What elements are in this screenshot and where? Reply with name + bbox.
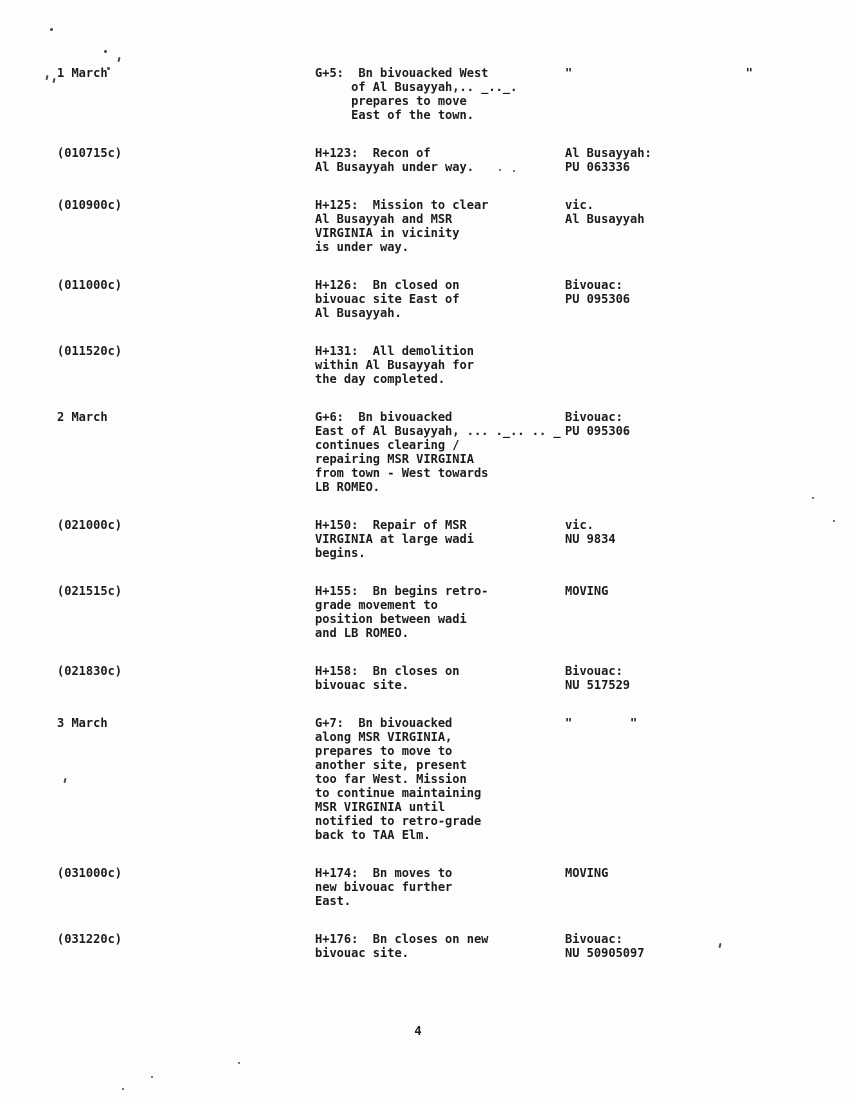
event-line: Al Busayyah and MSR: [315, 212, 453, 226]
event-line: VIRGINIA in vicinity: [315, 226, 460, 240]
event-line: East of the town.: [315, 108, 474, 122]
entry-location-column: [565, 278, 850, 320]
entry-date-text: (010900c): [57, 198, 123, 212]
entry-date-column: [0, 278, 315, 320]
entry-date-column: [0, 344, 315, 386]
entry-location-column: [565, 198, 850, 254]
event-line: of Al Busayyah,.. _.._.: [315, 80, 518, 94]
location-line: Al Busayyah: [565, 212, 645, 226]
event-line: bivouac site.: [315, 678, 409, 692]
entry-event-column: [315, 584, 565, 640]
entry-date-column: [0, 664, 315, 692]
log-entry: [0, 278, 850, 320]
entry-location-column: [565, 410, 850, 494]
location-line: PU 095306: [565, 292, 631, 306]
entry-date-text: (031000c): [57, 866, 123, 880]
scan-speck: [117, 57, 120, 62]
event-line: new bivouac further: [315, 880, 453, 894]
entry-event-column: [315, 518, 565, 560]
event-line: H+158: Bn closes on: [315, 664, 460, 678]
location-line: MOVING: [565, 584, 609, 598]
event-line: H+174: Bn moves to: [315, 866, 453, 880]
location-line: PU 095306: [565, 424, 631, 438]
event-line: notified to retro-grade: [315, 814, 482, 828]
event-line: too far West. Mission: [315, 772, 467, 786]
log-entry: [0, 584, 850, 640]
event-line: VIRGINIA at large wadi: [315, 532, 474, 546]
scan-speck: [104, 50, 107, 53]
entry-location-column: [565, 866, 850, 908]
entry-event-column: [315, 716, 565, 842]
page-number: 4: [414, 1024, 422, 1038]
entry-date-column: [0, 716, 315, 842]
event-line: H+123: Recon of: [315, 146, 431, 160]
event-line: G+6: Bn bivouacked: [315, 410, 453, 424]
log-entry: [0, 664, 850, 692]
event-line: H+176: Bn closes on new: [315, 932, 489, 946]
location-line: Bivouac:: [565, 664, 623, 678]
entry-date-text: 3 March: [57, 716, 108, 730]
entry-date-text: (010715c): [57, 146, 123, 160]
entry-date-column: [0, 932, 315, 960]
entry-event-column: [315, 932, 565, 960]
entry-event-column: [315, 198, 565, 254]
log-entry: [0, 866, 850, 908]
event-line: bivouac site East of: [315, 292, 460, 306]
entry-date-text: (021515c): [57, 584, 123, 598]
entry-event-column: [315, 66, 565, 122]
event-line: to continue maintaining: [315, 786, 482, 800]
entry-date-column: [0, 198, 315, 254]
entry-date-text: (031220c): [57, 932, 123, 946]
event-line: LB ROMEO.: [315, 480, 381, 494]
event-line: and LB ROMEO.: [315, 626, 409, 640]
log-entry: [0, 66, 850, 122]
entry-date-text: (021830c): [57, 664, 123, 678]
entry-event-column: [315, 866, 565, 908]
event-line: grade movement to: [315, 598, 438, 612]
event-line: MSR VIRGINIA until: [315, 800, 446, 814]
location-line: NU 50905097: [565, 946, 645, 960]
event-line: H+150: Repair of MSR: [315, 518, 467, 532]
event-line: along MSR VIRGINIA,: [315, 730, 453, 744]
event-line: position between wadi: [315, 612, 467, 626]
event-line: H+131: All demolition: [315, 344, 474, 358]
entry-date-column: [0, 866, 315, 908]
log-entry: [0, 146, 850, 174]
entry-date-text: (021000c): [57, 518, 123, 532]
entry-date-column: [0, 584, 315, 640]
location-line: PU 063336: [565, 160, 631, 174]
entry-date-text: 1 March: [57, 66, 108, 80]
location-line: NU 9834: [565, 532, 616, 546]
entry-location-column: [565, 932, 850, 960]
entry-location-column: [565, 66, 850, 122]
entry-location-column: [565, 716, 850, 842]
entry-location-column: [565, 518, 850, 560]
location-line: " ": [565, 716, 638, 730]
event-line: G+5: Bn bivouacked West: [315, 66, 489, 80]
location-line: " ": [565, 66, 753, 80]
scan-speck: [238, 1062, 240, 1064]
event-line: H+125: Mission to clear: [315, 198, 489, 212]
entry-location-column: [565, 664, 850, 692]
event-line: begins.: [315, 546, 366, 560]
entry-date-text: (011520c): [57, 344, 123, 358]
entry-date-column: [0, 410, 315, 494]
log-entry: [0, 716, 850, 842]
location-line: Bivouac:: [565, 932, 623, 946]
event-line: prepares to move: [315, 94, 467, 108]
event-line: Al Busayyah under way.: [315, 160, 474, 174]
entry-location-column: [565, 584, 850, 640]
event-line: East of Al Busayyah, ... ._.. .. _: [315, 424, 561, 438]
scan-speck: [50, 28, 53, 31]
log-entry: [0, 410, 850, 494]
log-entry: [0, 518, 850, 560]
location-line: Bivouac:: [565, 278, 623, 292]
location-line: MOVING: [565, 866, 609, 880]
event-line: H+126: Bn closed on: [315, 278, 460, 292]
log-entry: [0, 932, 850, 960]
location-line: Al Busayyah:: [565, 146, 652, 160]
entries: [0, 66, 850, 984]
event-line: prepares to move to: [315, 744, 453, 758]
entry-event-column: [315, 344, 565, 386]
event-line: H+155: Bn begins retro-: [315, 584, 489, 598]
location-line: vic.: [565, 518, 594, 532]
event-line: is under way.: [315, 240, 409, 254]
event-line: G+7: Bn bivouacked: [315, 716, 453, 730]
entry-date-column: [0, 66, 315, 122]
event-line: East.: [315, 894, 352, 908]
scan-speck: [122, 1088, 124, 1090]
log-entry: [0, 344, 850, 386]
event-line: back to TAA Elm.: [315, 828, 431, 842]
entry-date-text: 2 March: [57, 410, 108, 424]
entry-location-column: [565, 344, 850, 386]
location-line: vic.: [565, 198, 594, 212]
entry-event-column: [315, 146, 565, 174]
entry-event-column: [315, 410, 565, 494]
entry-location-column: [565, 146, 850, 174]
event-line: bivouac site.: [315, 946, 409, 960]
entry-date-text: (011000c): [57, 278, 123, 292]
entry-date-column: [0, 518, 315, 560]
location-line: Bivouac:: [565, 410, 623, 424]
entry-date-column: [0, 146, 315, 174]
entry-event-column: [315, 278, 565, 320]
event-line: from town - West towards: [315, 466, 489, 480]
event-line: within Al Busayyah for: [315, 358, 474, 372]
entry-event-column: [315, 664, 565, 692]
event-line: continues clearing /: [315, 438, 460, 452]
event-line: another site, present: [315, 758, 467, 772]
event-line: Al Busayyah.: [315, 306, 402, 320]
log-entry: [0, 198, 850, 254]
event-line: the day completed.: [315, 372, 446, 386]
scan-speck: [151, 1076, 153, 1078]
event-line: repairing MSR VIRGINIA: [315, 452, 474, 466]
location-line: NU 517529: [565, 678, 631, 692]
